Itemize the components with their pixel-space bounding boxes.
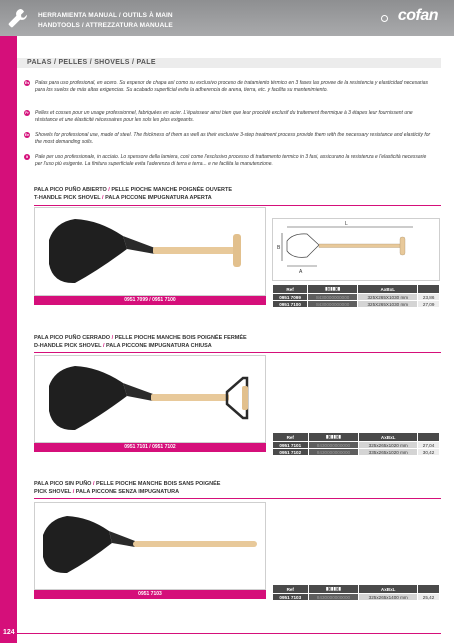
header-ref: Ref (273, 433, 309, 442)
row-dimensions: 325X265X1030 mm (358, 301, 418, 308)
wrench-icon (6, 6, 30, 30)
spec-table-3 (272, 584, 440, 601)
description-text: Pale per uso professionale, in acciaio. Lo spessore della lamiera, così come l'esclusivo processo di trattamento termico in 3 fasi, assicurano la resistenza e l'elasticità necessarie per l'uso più esigente. La finitura superficiale evita l'aderenza di terra e terra... e ne facilita la manutenzione. (35, 154, 427, 167)
row-price: 23,86 (418, 294, 440, 301)
spec-table-2 (272, 432, 440, 456)
logo-mark-icon (381, 15, 388, 22)
product-heading: PALA PICO PUÑO ABIERTO / PELLE PIOCHE MANCHE POIGNÉE OUVERTE T-HANDLE PICK SHOVEL / PALA PICCONE IMPUGNATURA APERTA (34, 187, 233, 201)
header-barcode-icon: ▮▯▮▮▯▮ (308, 433, 359, 442)
diagram-grip (400, 237, 405, 255)
product-title-en: PICK SHOVEL (34, 489, 72, 495)
row-price: 27,09 (418, 301, 440, 308)
section-title: PALAS / PELLES / SHOVELS / PALE (27, 59, 156, 66)
description-en (24, 132, 432, 146)
description-text: Shovels for professional use, made of steel. The thickness of them as well as their exclusive 3-step treatment process provide them with the necessary resistance and elasticity for the most demanding soils. (35, 132, 431, 145)
product-caption: 0951 7101 / 0951 7102 (34, 443, 266, 452)
product-title-en: D-HANDLE PICK SHOVEL (34, 343, 102, 349)
shovel-blade (43, 516, 112, 573)
dim-label-a: A (299, 269, 303, 275)
header-barcode-icon: ▮▯▮▮▯▮ (308, 585, 359, 594)
product-title-fr: PELLE PIOCHE MANCHE POIGNÉE OUVERTE (111, 187, 233, 193)
table-row (273, 594, 440, 601)
flag-fr-icon: Fr (25, 111, 29, 115)
table-row (273, 294, 440, 301)
diagram-handle (319, 244, 401, 248)
left-accent-bar (0, 0, 17, 643)
description-it (24, 154, 432, 168)
shovel-socket (123, 383, 153, 401)
spec-table-1 (272, 284, 440, 308)
header-category-line2: HANDTOOLS / ATTREZZATURA MANUALE (38, 22, 173, 29)
header-ref: Ref (273, 285, 308, 294)
product-title-it: PALA PICCONE SENZA IMPUGNATURA (75, 489, 180, 495)
table-row (273, 449, 440, 456)
row-price: 30,42 (418, 449, 440, 456)
row-dimensions: 325x265x1400 mm (359, 594, 418, 601)
row-ean: 8430000000000 (308, 449, 359, 456)
product-caption: 0951 7103 (34, 590, 266, 599)
product-image (34, 355, 266, 443)
shovel-blade (49, 219, 127, 283)
header-dimensions: AxBxL (359, 585, 418, 594)
flag-es-icon: Es (24, 81, 30, 85)
shovel-socket (123, 236, 155, 254)
description-text: Palas para uso profesional, en acero. Su espesor de chapa así como su exclusivo proceso de tratamiento térmico en 3 fases las provee de la resistencia y elasticidad necesarias para los suelos de más altas exigencias. Su acabado superficial evita la adherencia de arena, tierra, etc. y facilita su mantenimiento. (35, 80, 428, 93)
product-title-es: PALA PICO SIN PUÑO (34, 481, 92, 487)
shovel-handle (151, 394, 229, 401)
product-title-it: PALA PICCONE IMPUGNATURA CHIUSA (106, 343, 212, 349)
product-image (34, 207, 266, 296)
product-heading: PALA PICO SIN PUÑO / PELLE PIOCHE MANCHE BOIS SANS POIGNÉE PICK SHOVEL / PALA PICCONE SENZA IMPUGNATURA (34, 481, 221, 495)
header-dimensions: AxBxL (359, 433, 418, 442)
product-image (34, 502, 266, 590)
flag-en-icon: En (24, 133, 30, 137)
table-row (273, 301, 440, 308)
row-ref: 0951 7100 (273, 301, 308, 308)
row-ref: 0951 7103 (273, 594, 309, 601)
row-dimensions: 325x265x1020 mm (359, 442, 418, 449)
shovel-blade (49, 366, 127, 430)
product-divider (34, 352, 441, 353)
header-price-icon (418, 433, 440, 442)
header-barcode-icon: ▮▯▮▮▯▮ (308, 285, 358, 294)
product-title-es: PALA PICO PUÑO CERRADO (34, 335, 111, 341)
row-price: 25,42 (418, 594, 440, 601)
product-caption: 0951 7099 / 0951 7100 (34, 296, 266, 305)
product-title-fr: PELLE PIOCHE MANCHE BOIS POIGNÉE FERMÉE (114, 335, 247, 341)
diagram-blade (287, 234, 319, 258)
row-ean: 8430000000000 (308, 301, 358, 308)
product-divider (34, 205, 441, 206)
product-divider (34, 498, 441, 499)
table-row (273, 442, 440, 449)
row-ean: 8430000000000 (308, 442, 359, 449)
flag-it-icon: It (25, 155, 29, 159)
product-title-it: PALA PICCONE IMPUGNATURA APERTA (105, 195, 212, 201)
row-price: 27,04 (418, 442, 440, 449)
footer-rule (17, 633, 441, 634)
shovel-socket (109, 531, 135, 547)
description-es (24, 80, 432, 94)
description-text: Pelles et cosses pour un usage professionnel, fabriquées en acier. L'épaisseur ainsi bien que leur procédé exclusif du traitement thermique à 3 étapes leur fournissent une résistance et une élasticité nécessaires pour les sols les plus exigeants. (35, 110, 413, 123)
dim-label-b: B (277, 245, 281, 251)
product-heading: PALA PICO PUÑO CERRADO / PELLE PIOCHE MANCHE BOIS POIGNÉE FERMÉE D-HANDLE PICK SHOVEL / PALA PICCONE IMPUGNATURA CHIUSA (34, 335, 247, 349)
row-ref: 0951 7102 (273, 449, 309, 456)
row-ref: 0951 7101 (273, 442, 309, 449)
row-ref: 0951 7099 (273, 294, 308, 301)
description-fr (24, 110, 432, 124)
t-grip (233, 234, 241, 267)
row-ean: 8430000000000 (308, 294, 358, 301)
page-number: 124 (3, 629, 15, 636)
d-grip (242, 386, 248, 410)
header-dimensions: AxBxL (358, 285, 418, 294)
brand-logo: cofan (397, 7, 438, 24)
header-price-icon (418, 285, 440, 294)
shovel-handle (133, 541, 257, 547)
product-title-en: T-HANDLE PICK SHOVEL (34, 195, 101, 201)
header-category-line1: HERRAMIENTA MANUAL / OUTILS À MAIN (38, 12, 173, 19)
header-ref: Ref (273, 585, 309, 594)
dimension-diagram (272, 218, 440, 281)
row-dimensions: 335x265x1020 mm (359, 449, 418, 456)
shovel-handle (153, 247, 235, 254)
header-price-icon (418, 585, 440, 594)
dim-label-l: L (345, 221, 348, 227)
product-title-fr: PELLE PIOCHE MANCHE BOIS SANS POIGNÉE (96, 481, 221, 487)
row-ean: 8430000000000 (308, 594, 359, 601)
page-header (0, 0, 454, 36)
row-dimensions: 325X265X1030 mm (358, 294, 418, 301)
product-title-es: PALA PICO PUÑO ABIERTO (34, 187, 107, 193)
